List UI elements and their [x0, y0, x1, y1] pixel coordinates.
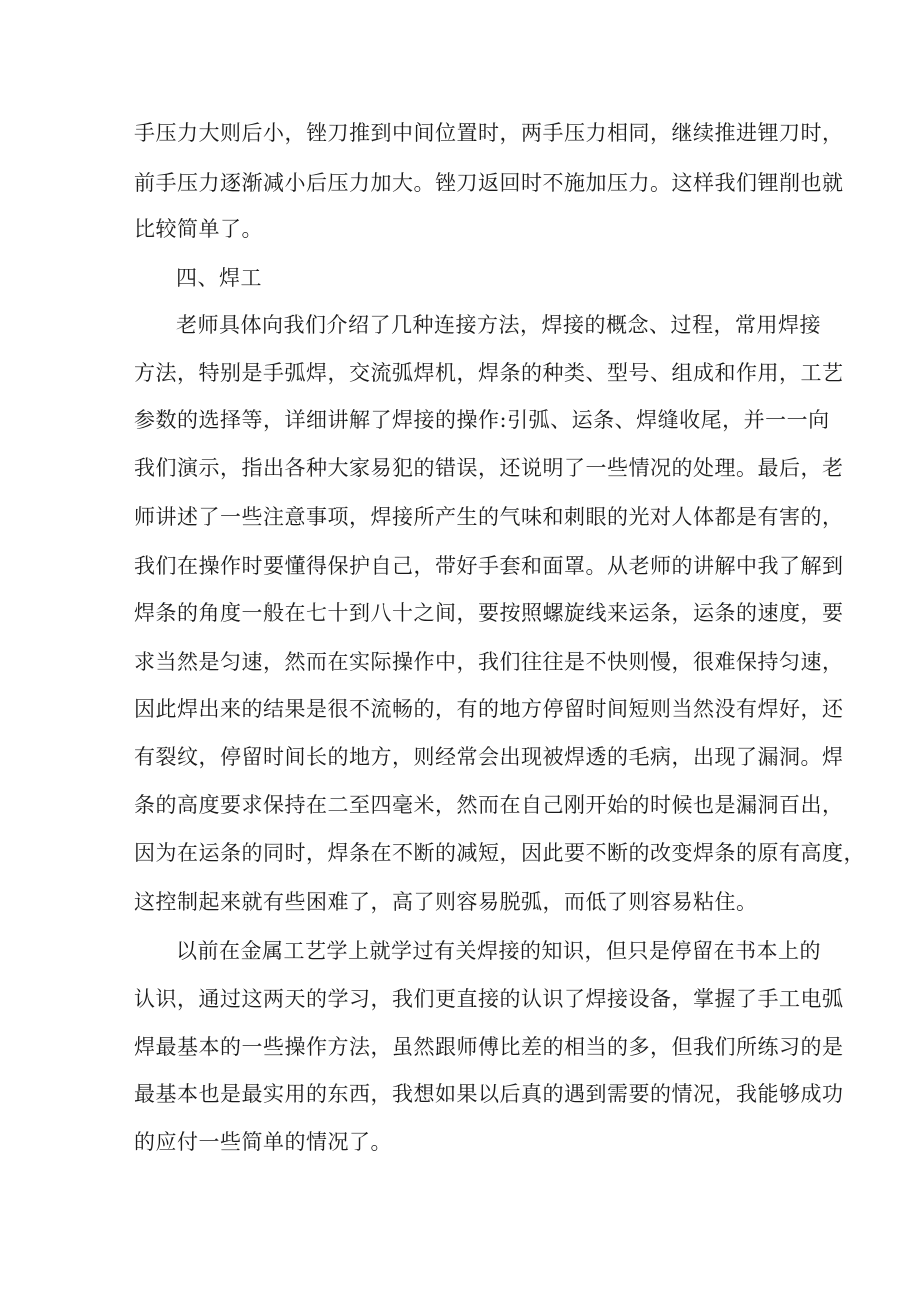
paragraph-line: 条的高度要求保持在二至四毫米，然而在自己刚开始的时候也是漏洞百出， [134, 793, 844, 817]
paragraph-line: 最基本也是最实用的东西，我想如果以后真的遇到需要的情况，我能够成功 [134, 1082, 844, 1106]
paragraph-line: 比较简单了。 [134, 217, 263, 241]
paragraph-line: 的应付一些简单的情况了。 [134, 1130, 392, 1154]
paragraph-line: 我们在操作时要懂得保护自己，带好手套和面罩。从老师的讲解中我了解到 [134, 554, 844, 578]
paragraph-line: 以前在金属工艺学上就学过有关焊接的知识，但只是停留在书本上的 [176, 939, 821, 963]
paragraph-line: 我们演示，指出各种大家易犯的错误，还说明了一些情况的处理。最后，老 [134, 456, 844, 480]
paragraph-line: 方法，特别是手弧焊，交流弧焊机，焊条的种类、型号、组成和作用，工艺 [134, 361, 844, 385]
paragraph-line: 师讲述了一些注意事项，焊接所产生的气味和刺眼的光对人体都是有害的， [134, 505, 844, 529]
paragraph-line: 参数的选择等，详细讲解了焊接的操作:引弧、运条、焊缝收尾，并一一向 [134, 408, 830, 432]
section-heading: 四、焊工 [176, 266, 262, 290]
paragraph-line: 求当然是匀速，然而在实际操作中，我们往往是不快则慢，很难保持匀速， [134, 650, 844, 674]
paragraph-line: 焊最基本的一些操作方法，虽然跟师傅比差的相当的多，但我们所练习的是 [134, 1035, 844, 1059]
paragraph-line: 因为在运条的同时，焊条在不断的减短，因此要不断的改变焊条的原有高度， [134, 841, 865, 865]
paragraph-line: 认识，通过这两天的学习，我们更直接的认识了焊接设备，掌握了手工电弧 [134, 987, 844, 1011]
paragraph-line: 前手压力逐渐减小后压力加大。锉刀返回时不施加压力。这样我们锂削也就 [134, 171, 844, 195]
paragraph-line: 有裂纹，停留时间长的地方，则经常会出现被焊透的毛病，出现了漏洞。焊 [134, 745, 844, 769]
paragraph-line: 手压力大则后小，锉刀推到中间位置时，两手压力相同，继续推进锂刀时， [134, 121, 844, 145]
paragraph-line: 因此焊出来的结果是很不流畅的，有的地方停留时间短则当然没有焊好，还 [134, 697, 844, 721]
paragraph-line: 焊条的角度一般在七十到八十之间，要按照螺旋线来运条，运条的速度，要 [134, 601, 844, 625]
paragraph-line: 这控制起来就有些困难了，高了则容易脱弧，而低了则容易粘住。 [134, 890, 758, 914]
paragraph-line: 老师具体向我们介绍了几种连接方法，焊接的概念、过程，常用焊接 [176, 313, 821, 337]
